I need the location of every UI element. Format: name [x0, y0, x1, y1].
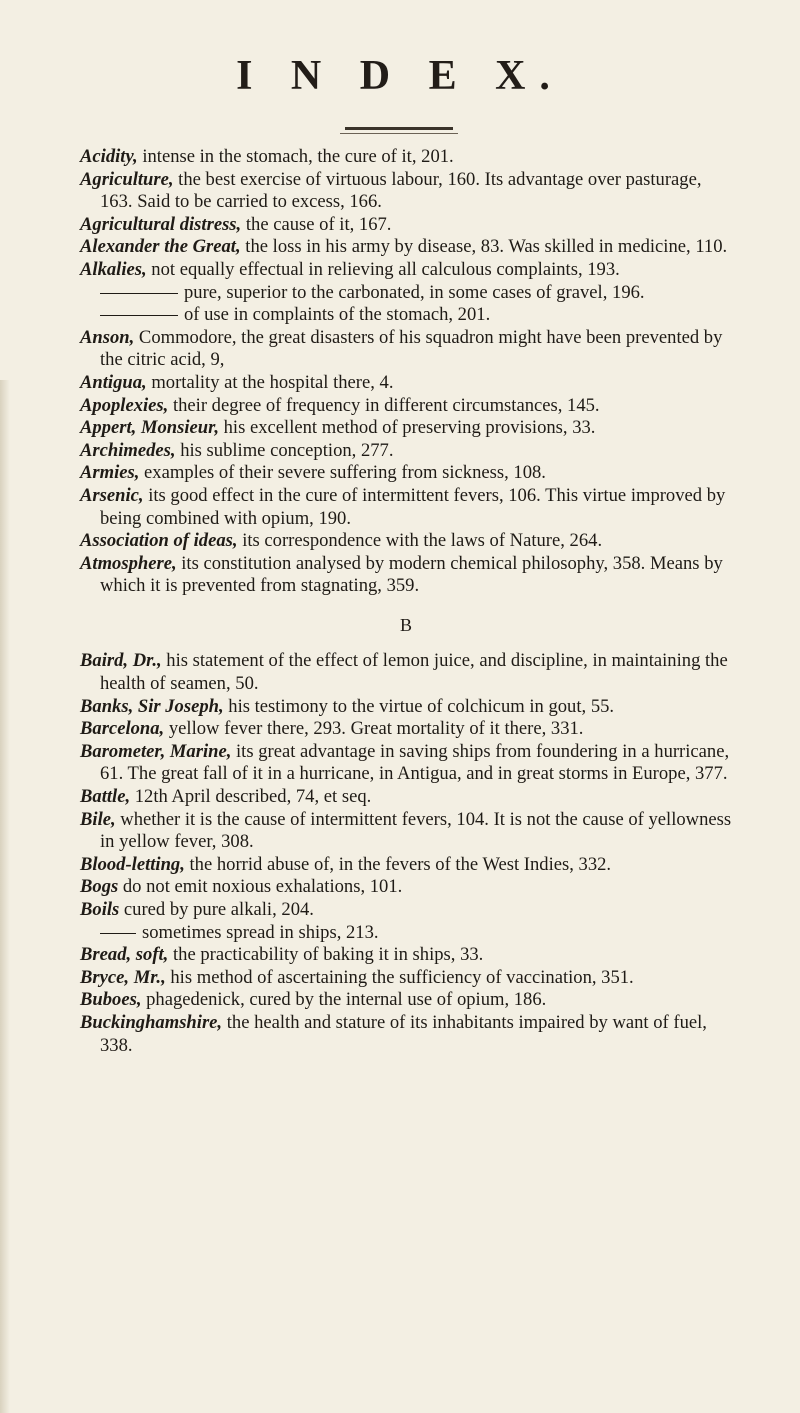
index-term: Archimedes,: [80, 439, 176, 461]
index-term: Bogs: [80, 876, 119, 898]
index-entry: [80, 169, 732, 214]
index-entry-text: the loss in his army by disease, 83. Was skilled in medicine, 110.: [240, 236, 728, 258]
index-entry-text: phagedenick, cured by the internal use of opium, 186.: [141, 989, 547, 1011]
index-entry: [80, 989, 732, 1012]
index-entry-text: Commodore, the great disasters of his squadron might have been prevented by the citric acid, 9,: [100, 326, 723, 371]
index-term: Buboes,: [80, 989, 142, 1011]
index-section-a: [80, 146, 732, 598]
index-entry: [80, 650, 732, 695]
index-entry-text: the best exercise of virtuous labour, 160. Its advantage over pasturage, 163. Said to be carried to excess, 166.: [100, 168, 702, 213]
index-entry-text: his statement of the effect of lemon juice, and discipline, in maintaining the health of seamen, 50.: [100, 650, 728, 695]
index-term: Acidity,: [80, 146, 138, 167]
index-entry-text: its correspondence with the laws of Nature, 264.: [237, 530, 603, 552]
index-entry: [80, 809, 732, 854]
index-term: Alkalies,: [80, 258, 147, 280]
index-entry-text: his excellent method of preserving provisions, 33.: [218, 417, 596, 439]
index-entry: [80, 327, 732, 372]
index-entry-text: yellow fever there, 293. Great mortality of it there, 331.: [164, 718, 584, 740]
index-term: Antigua,: [80, 371, 147, 393]
index-entry: [80, 530, 732, 553]
index-entry-text: the health and stature of its inhabitants impaired by want of fuel, 338.: [100, 1011, 707, 1056]
index-entry-text: examples of their severe suffering from sickness, 108.: [139, 462, 546, 484]
index-entry: [80, 304, 732, 327]
index-entry-text: his method of ascertaining the sufficiency of vaccination, 351.: [165, 966, 634, 988]
index-entry-text: his testimony to the virtue of colchicum in gout, 55.: [223, 695, 615, 717]
index-term: Barometer, Marine,: [80, 740, 232, 762]
index-entry: [80, 1012, 732, 1057]
index-entry-text: his sublime conception, 277.: [175, 439, 394, 461]
index-term: Association of ideas,: [80, 530, 238, 552]
index-term: Baird, Dr.,: [80, 650, 162, 672]
index-term: Bile,: [80, 808, 116, 830]
index-entry: [80, 899, 732, 922]
index-term: Buckinghamshire,: [80, 1011, 223, 1033]
index-entry-text: its great advantage in saving ships from foundering in a hurricane, 61. The great fall of it in a hurricane, in Antigua, and in great storms in Europe, 377.: [100, 740, 730, 785]
index-entry: [80, 718, 732, 741]
index-term: Battle,: [80, 786, 131, 808]
ditto-dash: [100, 293, 178, 294]
index-entry: [80, 372, 732, 395]
index-entry: [80, 440, 732, 463]
page-edge-shadow: [0, 380, 10, 1413]
title-rule-thin: [340, 133, 458, 134]
index-entry-text: the cause of it, 167.: [241, 213, 392, 235]
index-entry: [80, 967, 732, 990]
index-term: Anson,: [80, 326, 135, 348]
index-entry-text: of use in complaints of the stomach, 201.: [184, 304, 491, 326]
index-entry: [80, 417, 732, 440]
index-entry: [80, 236, 732, 259]
index-entry-text: whether it is the cause of intermittent fevers, 104. It is not the cause of yellowness in yellow fever, 308.: [100, 808, 732, 853]
index-entry-text: mortality at the hospital there, 4.: [146, 371, 394, 393]
ditto-dash: [100, 933, 136, 934]
index-entry: [80, 146, 732, 169]
index-term: Arsenic,: [80, 484, 144, 506]
index-entry-text: not equally effectual in relieving all calculous complaints, 193.: [146, 258, 620, 280]
index-entry: [80, 696, 732, 719]
index-entry: [80, 786, 732, 809]
index-entry: [80, 876, 732, 899]
index-term: Atmosphere,: [80, 552, 177, 574]
index-term: Blood-letting,: [80, 853, 185, 875]
index-entry-text: sometimes spread in ships, 213.: [142, 921, 379, 943]
index-term: Appert, Monsieur,: [80, 417, 219, 439]
index-entry-text: do not emit noxious exhalations, 101.: [118, 876, 403, 898]
title-rule: [345, 127, 453, 130]
index-term: Bread, soft,: [80, 944, 169, 966]
ditto-dash: [100, 315, 178, 316]
index-entry: [80, 395, 732, 418]
index-term: Agricultural distress,: [80, 213, 242, 235]
index-term: Boils: [80, 899, 120, 920]
index-entry: [80, 462, 732, 485]
index-entry-text: the horrid abuse of, in the fevers of the West Indies, 332.: [184, 853, 612, 875]
index-term: Apoplexies,: [80, 394, 169, 416]
index-entry: [80, 922, 732, 945]
index-term: Bryce, Mr.,: [80, 966, 166, 988]
index-entry: [80, 214, 732, 237]
index-term: Banks, Sir Joseph,: [80, 695, 224, 717]
index-entry: [80, 259, 732, 282]
index-entry: [80, 854, 732, 877]
section-letter-b: B: [399, 614, 412, 635]
index-entry-text: cured by pure alkali, 204.: [119, 899, 314, 920]
index-entry-text: its good effect in the cure of intermittent fevers, 106. This virtue improved by being combined with opium, 190.: [100, 484, 726, 529]
index-entry-text: their degree of frequency in different circumstances, 145.: [168, 394, 600, 416]
index-entry: [80, 553, 732, 598]
index-entry: [80, 485, 732, 530]
index-entry: [80, 741, 732, 786]
index-term: Barcelona,: [80, 718, 165, 740]
index-entry-text: 12th April described, 74, et seq.: [130, 786, 372, 808]
index-entry-text: intense in the stomach, the cure of it, 201.: [137, 146, 454, 167]
index-entry-text: the practicability of baking it in ships, 33.: [168, 944, 484, 966]
index-entry: [80, 944, 732, 967]
page-title: I N D E X.: [236, 53, 564, 99]
index-section-b: [80, 650, 732, 1057]
index-content: [80, 146, 732, 1057]
index-term: Agriculture,: [80, 168, 174, 190]
index-term: Alexander the Great,: [80, 236, 241, 258]
index-entry-text: its constitution analysed by modern chemical philosophy, 358. Means by which it is prevented from stagnating, 359.: [100, 552, 723, 597]
index-term: Armies,: [80, 462, 140, 484]
index-entry-text: pure, superior to the carbonated, in some cases of gravel, 196.: [184, 281, 645, 303]
index-entry: [80, 282, 732, 305]
